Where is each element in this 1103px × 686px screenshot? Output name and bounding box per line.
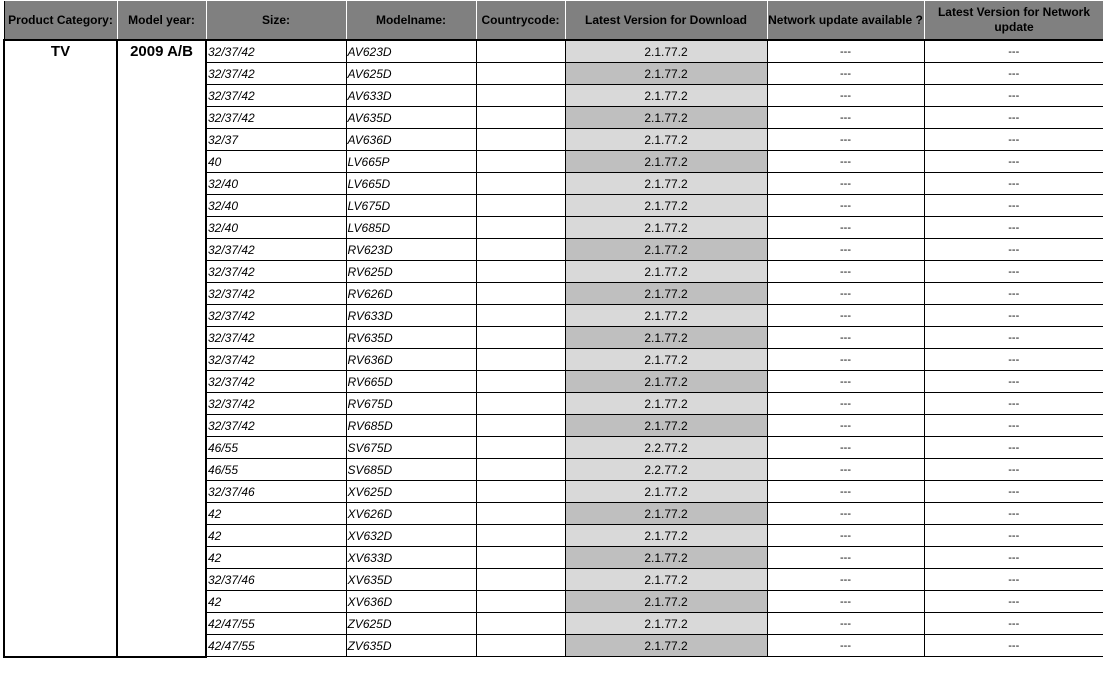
size-cell: 32/40: [206, 173, 346, 195]
modelname-cell: XV626D: [346, 503, 476, 525]
modelname-cell: RV635D: [346, 327, 476, 349]
countrycode-cell: [476, 239, 565, 261]
size-cell: 32/40: [206, 217, 346, 239]
network-version-cell: ---: [924, 261, 1103, 283]
header-countrycode: Countrycode:: [476, 1, 565, 41]
countrycode-cell: [476, 327, 565, 349]
modelname-cell: AV636D: [346, 129, 476, 151]
countrycode-cell: [476, 40, 565, 63]
header-size: Size:: [206, 1, 346, 41]
modelname-cell: RV623D: [346, 239, 476, 261]
size-cell: 42/47/55: [206, 613, 346, 635]
modelname-cell: RV626D: [346, 283, 476, 305]
countrycode-cell: [476, 503, 565, 525]
download-version-cell: 2.1.77.2: [565, 415, 767, 437]
size-cell: 32/37/42: [206, 239, 346, 261]
download-version-cell: 2.2.77.2: [565, 437, 767, 459]
network-version-cell: ---: [924, 305, 1103, 327]
countrycode-cell: [476, 415, 565, 437]
size-cell: 32/37/42: [206, 63, 346, 85]
download-version-cell: 2.1.77.2: [565, 327, 767, 349]
size-cell: 32/37/42: [206, 40, 346, 63]
modelname-cell: RV665D: [346, 371, 476, 393]
network-version-cell: ---: [924, 63, 1103, 85]
countrycode-cell: [476, 107, 565, 129]
modelname-cell: XV635D: [346, 569, 476, 591]
modelname-cell: RV685D: [346, 415, 476, 437]
size-cell: 40: [206, 151, 346, 173]
countrycode-cell: [476, 591, 565, 613]
network-available-cell: ---: [767, 173, 924, 195]
network-available-cell: ---: [767, 481, 924, 503]
countrycode-cell: [476, 63, 565, 85]
network-available-cell: ---: [767, 569, 924, 591]
countrycode-cell: [476, 261, 565, 283]
header-latest-version-download: Latest Version for Download: [565, 1, 767, 41]
size-cell: 42: [206, 525, 346, 547]
countrycode-cell: [476, 195, 565, 217]
countrycode-cell: [476, 613, 565, 635]
network-available-cell: ---: [767, 503, 924, 525]
network-version-cell: ---: [924, 635, 1103, 657]
modelname-cell: RV625D: [346, 261, 476, 283]
countrycode-cell: [476, 525, 565, 547]
network-version-cell: ---: [924, 371, 1103, 393]
network-version-cell: ---: [924, 327, 1103, 349]
modelname-cell: AV633D: [346, 85, 476, 107]
countrycode-cell: [476, 437, 565, 459]
size-cell: 32/37/42: [206, 371, 346, 393]
modelname-cell: RV633D: [346, 305, 476, 327]
download-version-cell: 2.1.77.2: [565, 569, 767, 591]
product-category-cell: TV: [4, 40, 117, 657]
modelname-cell: XV632D: [346, 525, 476, 547]
network-version-cell: ---: [924, 349, 1103, 371]
network-version-cell: ---: [924, 217, 1103, 239]
size-cell: 42: [206, 591, 346, 613]
size-cell: 32/37/42: [206, 85, 346, 107]
download-version-cell: 2.1.77.2: [565, 195, 767, 217]
size-cell: 32/37/42: [206, 107, 346, 129]
network-version-cell: ---: [924, 195, 1103, 217]
header-network-update-available: Network update available ?: [767, 1, 924, 41]
modelname-cell: SV685D: [346, 459, 476, 481]
network-available-cell: ---: [767, 371, 924, 393]
firmware-version-table: [3, 0, 1103, 658]
network-version-cell: ---: [924, 525, 1103, 547]
countrycode-cell: [476, 151, 565, 173]
network-version-cell: ---: [924, 437, 1103, 459]
network-available-cell: ---: [767, 635, 924, 657]
size-cell: 32/37/46: [206, 569, 346, 591]
download-version-cell: 2.1.77.2: [565, 371, 767, 393]
download-version-cell: 2.1.77.2: [565, 613, 767, 635]
network-version-cell: ---: [924, 151, 1103, 173]
network-available-cell: ---: [767, 349, 924, 371]
size-cell: 42/47/55: [206, 635, 346, 657]
modelname-cell: AV635D: [346, 107, 476, 129]
size-cell: 32/37/42: [206, 261, 346, 283]
download-version-cell: 2.1.77.2: [565, 393, 767, 415]
modelname-cell: XV625D: [346, 481, 476, 503]
size-cell: 42: [206, 503, 346, 525]
countrycode-cell: [476, 349, 565, 371]
modelname-cell: ZV635D: [346, 635, 476, 657]
network-available-cell: ---: [767, 107, 924, 129]
download-version-cell: 2.1.77.2: [565, 547, 767, 569]
header-product-category: Product Category:: [4, 1, 117, 41]
network-available-cell: ---: [767, 217, 924, 239]
download-version-cell: 2.1.77.2: [565, 151, 767, 173]
download-version-cell: 2.1.77.2: [565, 107, 767, 129]
network-available-cell: ---: [767, 305, 924, 327]
network-available-cell: ---: [767, 591, 924, 613]
network-available-cell: ---: [767, 195, 924, 217]
network-available-cell: ---: [767, 85, 924, 107]
header-model-year: Model year:: [117, 1, 206, 41]
header-latest-version-network: Latest Version for Network update: [924, 1, 1103, 41]
network-version-cell: ---: [924, 173, 1103, 195]
table-header-row: [4, 1, 1103, 41]
download-version-cell: 2.1.77.2: [565, 85, 767, 107]
network-available-cell: ---: [767, 437, 924, 459]
network-version-cell: ---: [924, 283, 1103, 305]
network-version-cell: ---: [924, 129, 1103, 151]
size-cell: 32/37/42: [206, 327, 346, 349]
network-version-cell: ---: [924, 40, 1103, 63]
size-cell: 32/40: [206, 195, 346, 217]
countrycode-cell: [476, 371, 565, 393]
countrycode-cell: [476, 305, 565, 327]
download-version-cell: 2.1.77.2: [565, 525, 767, 547]
size-cell: 32/37/46: [206, 481, 346, 503]
download-version-cell: 2.1.77.2: [565, 591, 767, 613]
network-version-cell: ---: [924, 569, 1103, 591]
size-cell: 32/37/42: [206, 393, 346, 415]
download-version-cell: 2.1.77.2: [565, 217, 767, 239]
size-cell: 46/55: [206, 459, 346, 481]
network-available-cell: ---: [767, 393, 924, 415]
countrycode-cell: [476, 217, 565, 239]
download-version-cell: 2.1.77.2: [565, 40, 767, 63]
network-available-cell: ---: [767, 40, 924, 63]
header-modelname: Modelname:: [346, 1, 476, 41]
modelname-cell: RV636D: [346, 349, 476, 371]
network-version-cell: ---: [924, 393, 1103, 415]
download-version-cell: 2.1.77.2: [565, 261, 767, 283]
network-available-cell: ---: [767, 151, 924, 173]
size-cell: 46/55: [206, 437, 346, 459]
network-available-cell: ---: [767, 283, 924, 305]
modelname-cell: ZV625D: [346, 613, 476, 635]
network-version-cell: ---: [924, 591, 1103, 613]
size-cell: 32/37/42: [206, 305, 346, 327]
modelname-cell: LV685D: [346, 217, 476, 239]
download-version-cell: 2.2.77.2: [565, 459, 767, 481]
countrycode-cell: [476, 547, 565, 569]
countrycode-cell: [476, 635, 565, 657]
countrycode-cell: [476, 283, 565, 305]
countrycode-cell: [476, 393, 565, 415]
download-version-cell: 2.1.77.2: [565, 129, 767, 151]
network-available-cell: ---: [767, 547, 924, 569]
countrycode-cell: [476, 569, 565, 591]
download-version-cell: 2.1.77.2: [565, 305, 767, 327]
modelname-cell: LV665D: [346, 173, 476, 195]
download-version-cell: 2.1.77.2: [565, 635, 767, 657]
modelname-cell: AV623D: [346, 40, 476, 63]
download-version-cell: 2.1.77.2: [565, 481, 767, 503]
network-version-cell: ---: [924, 613, 1103, 635]
countrycode-cell: [476, 459, 565, 481]
modelname-cell: RV675D: [346, 393, 476, 415]
network-version-cell: ---: [924, 481, 1103, 503]
network-available-cell: ---: [767, 459, 924, 481]
modelname-cell: XV633D: [346, 547, 476, 569]
network-available-cell: ---: [767, 261, 924, 283]
modelname-cell: AV625D: [346, 63, 476, 85]
network-version-cell: ---: [924, 415, 1103, 437]
size-cell: 32/37/42: [206, 283, 346, 305]
network-available-cell: ---: [767, 327, 924, 349]
download-version-cell: 2.1.77.2: [565, 349, 767, 371]
modelname-cell: XV636D: [346, 591, 476, 613]
network-version-cell: ---: [924, 503, 1103, 525]
network-version-cell: ---: [924, 239, 1103, 261]
countrycode-cell: [476, 129, 565, 151]
model-year-cell: 2009 A/B: [117, 40, 206, 657]
network-available-cell: ---: [767, 239, 924, 261]
network-available-cell: ---: [767, 63, 924, 85]
modelname-cell: LV665P: [346, 151, 476, 173]
download-version-cell: 2.1.77.2: [565, 173, 767, 195]
size-cell: 32/37/42: [206, 349, 346, 371]
network-version-cell: ---: [924, 85, 1103, 107]
download-version-cell: 2.1.77.2: [565, 283, 767, 305]
network-version-cell: ---: [924, 107, 1103, 129]
network-version-cell: ---: [924, 459, 1103, 481]
size-cell: 42: [206, 547, 346, 569]
modelname-cell: LV675D: [346, 195, 476, 217]
network-available-cell: ---: [767, 613, 924, 635]
size-cell: 32/37/42: [206, 415, 346, 437]
countrycode-cell: [476, 173, 565, 195]
countrycode-cell: [476, 481, 565, 503]
network-available-cell: ---: [767, 525, 924, 547]
countrycode-cell: [476, 85, 565, 107]
download-version-cell: 2.1.77.2: [565, 503, 767, 525]
download-version-cell: 2.1.77.2: [565, 239, 767, 261]
table-row: [4, 40, 1103, 63]
modelname-cell: SV675D: [346, 437, 476, 459]
download-version-cell: 2.1.77.2: [565, 63, 767, 85]
table-body: [4, 40, 1103, 657]
network-available-cell: ---: [767, 415, 924, 437]
network-available-cell: ---: [767, 129, 924, 151]
network-version-cell: ---: [924, 547, 1103, 569]
size-cell: 32/37: [206, 129, 346, 151]
